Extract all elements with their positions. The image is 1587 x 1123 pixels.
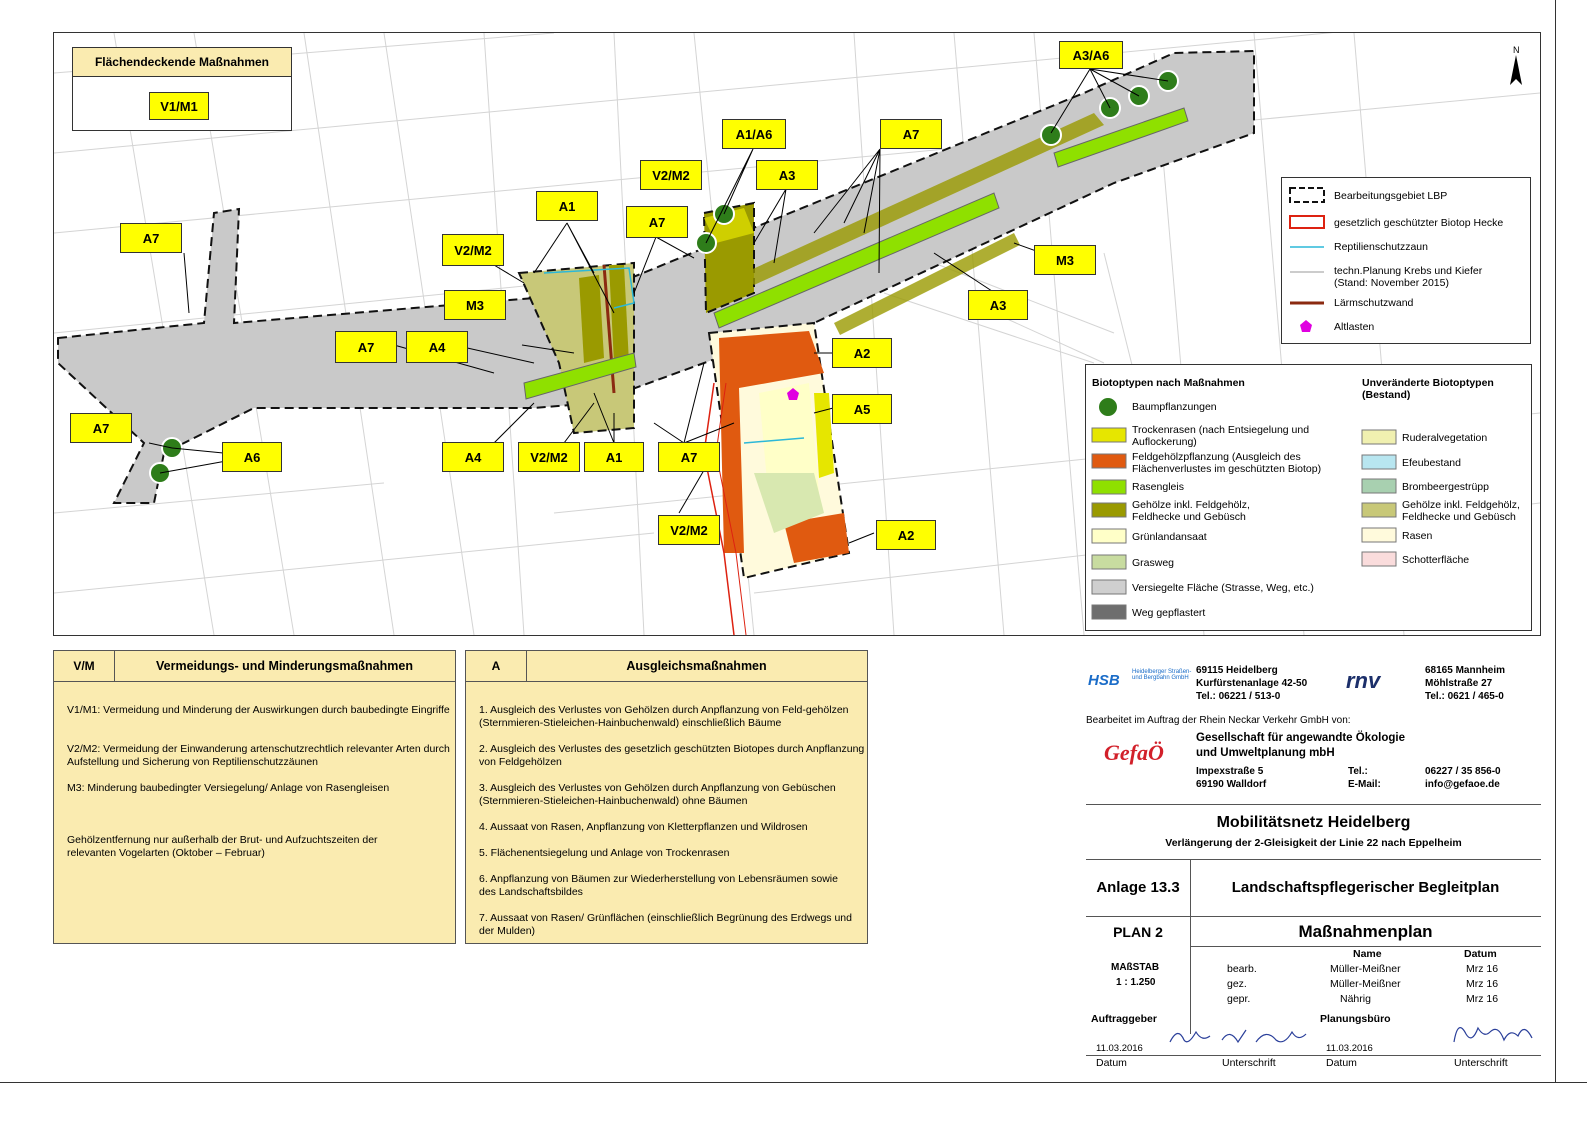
a-title: Ausgleichsmaßnahmen — [626, 659, 767, 673]
legend-schotter: Schotterfläche — [1402, 554, 1470, 566]
row-name-3: Nährig — [1340, 993, 1371, 1005]
signature-right-icon — [1448, 1014, 1538, 1050]
north-label: N — [1513, 45, 1520, 55]
vm-item-3: M3: Minderung baubedingter Versiegelung/ Anlage von Rasengleisen — [67, 782, 390, 794]
legend-biotop — [1085, 364, 1532, 631]
hsb-logo: HSB — [1088, 672, 1120, 689]
label-v2m2-bot2[interactable]: V2/M2 — [658, 515, 720, 545]
label-a7-top[interactable]: A7 — [880, 119, 942, 149]
row-date-3: Mrz 16 — [1466, 993, 1499, 1005]
plan-no: PLAN 2 — [1113, 924, 1163, 940]
a-panel — [465, 650, 868, 944]
legend-grasweg: Grasweg — [1132, 557, 1175, 569]
auftraggeber: Auftraggeber — [1091, 1013, 1157, 1025]
hsb-addr1: 69115 Heidelberg — [1196, 665, 1278, 676]
gefao-logo: GefaÖ — [1104, 740, 1164, 765]
map-frame[interactable] — [53, 32, 1541, 636]
page-border-right — [1555, 0, 1556, 1083]
label-a7-bl[interactable]: A7 — [70, 413, 132, 443]
tel-label: Tel.: — [1348, 766, 1368, 777]
gefao-email: info@gefaoe.de — [1425, 779, 1500, 790]
divider-3 — [1086, 916, 1541, 917]
label-a2-bot[interactable]: A2 — [876, 520, 936, 550]
a-item-2: 2. Ausgleich des Verlustes des gesetzlich geschützten Biotopes durch Anpflanzung von Feldgehölzen — [479, 743, 865, 768]
vm-header — [54, 651, 455, 682]
label-a3-right[interactable]: A3 — [968, 290, 1028, 320]
plan-name: Maßnahmenplan — [1298, 922, 1433, 941]
tree-3 — [1041, 125, 1061, 145]
a-code: A — [466, 651, 527, 681]
bearbeitet-text: Bearbeitet im Auftrag der Rhein Neckar Verkehr GmbH von: — [1086, 715, 1351, 726]
label-m3-right[interactable]: M3 — [1034, 245, 1096, 275]
unterschrift-left: Unterschrift — [1222, 1057, 1276, 1069]
tree-symbol-icon — [1098, 397, 1118, 417]
label-m3-left[interactable]: M3 — [444, 290, 506, 320]
a-header — [466, 651, 867, 682]
legend-ruderal: Ruderalvegetation — [1402, 432, 1488, 444]
overview-box — [72, 47, 292, 131]
rnv-logo: rnv — [1346, 668, 1381, 693]
label-a4-top[interactable]: A4 — [406, 331, 468, 363]
row-role-3: gepr. — [1227, 993, 1251, 1005]
legend-lines-symbols — [1282, 178, 1530, 343]
page-border-bottom — [0, 1082, 1587, 1083]
label-v2m2-top[interactable]: V2/M2 — [640, 160, 702, 190]
legend-brombeer: Brombeergestrüpp — [1402, 481, 1489, 493]
row-name-1: Müller-Meißner — [1330, 963, 1401, 975]
legend-rasengleis: Rasengleis — [1132, 481, 1184, 493]
massstab-label: MAßSTAB — [1111, 962, 1160, 973]
date-left: 11.03.2016 — [1096, 1043, 1143, 1054]
project-title: Mobilitätsnetz Heidelberg — [1216, 814, 1411, 831]
legend-hedge: gesetzlich geschützter Biotop Hecke — [1334, 217, 1504, 229]
signature-left-icon — [1166, 1022, 1316, 1050]
a-item-7: 7. Aussaat von Rasen/ Grünflächen (einschließlich Begrünung des Erdwegs und der Mulden) — [479, 912, 852, 937]
legend-feldgehoelz: Feldgehölzpflanzung (Ausgleich des Flächenverlustes im geschützten Biotop) — [1132, 451, 1322, 475]
datum-left: Datum — [1096, 1057, 1127, 1069]
vm-item-1: V1/M1: Vermeidung und Minderung der Auswirkungen durch baubedingte Eingriffe — [67, 704, 450, 716]
project-subtitle: Verlängerung der 2-Gleisigkeit der Linie 22 nach Eppelheim — [1165, 837, 1462, 849]
red-hedge-icon — [1290, 216, 1324, 228]
label-a4-bot[interactable]: A4 — [442, 442, 504, 472]
label-a2-top[interactable]: A2 — [832, 338, 892, 368]
label-a1a6[interactable]: A1/A6 — [722, 119, 786, 149]
label-v2m2-left[interactable]: V2/M2 — [442, 234, 504, 266]
rnv-addr1: 68165 Mannheim — [1425, 665, 1506, 676]
label-v2m2-bot[interactable]: V2/M2 — [518, 442, 580, 472]
unterschrift-right: Unterschrift — [1454, 1057, 1508, 1069]
vm-panel — [53, 650, 456, 944]
legend-versiegelt: Versiegelte Fläche (Strasse, Weg, etc.) — [1132, 582, 1314, 594]
gefao-street: Impexstraße 5 — [1196, 766, 1264, 777]
legend-fence: Reptilienschutzzaun — [1334, 241, 1428, 253]
vm-code: V/M — [54, 651, 115, 681]
legend-gruenland: Grünlandansaat — [1132, 531, 1207, 543]
north-arrow-icon — [1510, 55, 1522, 85]
label-a7-l2[interactable]: A7 — [335, 331, 397, 363]
hsb-tel: Tel.: 06221 / 513-0 — [1196, 691, 1281, 702]
a-item-1: 1. Ausgleich des Verlustes von Gehölzen durch Anpflanzung von Feld-gehölzen (Sternmieren-Stieleichen-Hainbuchenwald) einschließlich Bäume — [479, 704, 849, 729]
row-date-2: Mrz 16 — [1466, 978, 1499, 990]
divider-5 — [1086, 1055, 1541, 1056]
col-date: Datum — [1464, 948, 1497, 960]
label-a7-bot[interactable]: A7 — [658, 442, 720, 472]
gefao-city: 69190 Walldorf — [1196, 779, 1267, 790]
legend-rasen: Rasen — [1402, 530, 1433, 542]
a-item-5: 5. Flächenentsiegelung und Anlage von Trockenrasen — [479, 847, 730, 859]
legend-plan: techn.Planung Krebs und Kiefer (Stand: November 2015) — [1334, 265, 1483, 289]
datum-right: Datum — [1326, 1057, 1357, 1069]
legend-biotop-title-right: Unveränderte Biotoptypen (Bestand) — [1362, 377, 1494, 401]
gefao-tel: 06227 / 35 856-0 — [1425, 766, 1501, 777]
divider-1 — [1086, 804, 1541, 805]
label-a1-bot[interactable]: A1 — [584, 442, 644, 472]
legend-biotop-title-left: Biotoptypen nach Maßnahmen — [1092, 377, 1245, 389]
altlasten-icon — [1300, 320, 1312, 332]
row-name-2: Müller-Meißner — [1330, 978, 1401, 990]
gefao-name2: und Umweltplanung mbH — [1196, 747, 1335, 759]
label-v1m1[interactable]: V1/M1 — [149, 92, 209, 120]
vm-title: Vermeidungs- und Minderungsmaßnahmen — [156, 659, 413, 673]
legend-trockenrasen: Trockenrasen (nach Entsiegelung und Auflockerung) — [1132, 424, 1310, 448]
legend-gehoelze: Gehölze inkl. Feldgehölz, Feldhecke und Gebüsch — [1132, 499, 1250, 523]
row-role-1: bearb. — [1227, 963, 1257, 975]
legend-boundary: Bearbeitungsgebiet LBP — [1334, 190, 1448, 202]
hsb-addr2: Kurfürstenanlage 42-50 — [1196, 678, 1308, 689]
label-a7-mid[interactable]: A7 — [626, 206, 688, 238]
a-item-4: 4. Aussaat von Rasen, Anpflanzung von Kletterpflanzen und Wildrosen — [479, 821, 808, 833]
divider-4 — [1190, 946, 1541, 947]
planungsbuero: Planungsbüro — [1320, 1013, 1391, 1025]
rnv-addr2: Möhlstraße 27 — [1425, 678, 1493, 689]
label-a1-top[interactable]: A1 — [536, 191, 598, 221]
vm-item-2: V2/M2: Vermeidung der Einwanderung artenschutzrechtlich relevanter Arten durch Aufstellung und Sicherung von Reptilienschutzzäunen — [67, 743, 450, 768]
legend-gehoelze-bestand: Gehölze inkl. Feldgehölz, Feldhecke und Gebüsch — [1402, 499, 1520, 523]
legend-baum: Baumpflanzungen — [1132, 401, 1217, 413]
legend-lines — [1281, 177, 1531, 344]
label-a3a6[interactable]: A3/A6 — [1059, 41, 1123, 69]
email-label: E-Mail: — [1348, 779, 1381, 790]
vm-item-4: Gehölzentfernung nur außerhalb der Brut- und Aufzuchtszeiten der relevanten Vogelarten (Oktober – Februar) — [67, 834, 378, 859]
title-block — [1086, 654, 1541, 1070]
rnv-tel: Tel.: 0621 / 465-0 — [1425, 691, 1504, 702]
legend-altlasten: Altlasten — [1334, 321, 1375, 333]
dashed-boundary-icon — [1290, 188, 1324, 202]
massstab: 1 : 1.250 — [1116, 977, 1156, 988]
date-right: 11.03.2016 — [1326, 1043, 1373, 1054]
row-role-2: gez. — [1227, 978, 1247, 990]
hsb-sub: Heidelberger Straßen- und Bergbahn GmbH — [1132, 669, 1192, 681]
overview-title: Flächendeckende Maßnahmen — [73, 48, 291, 77]
label-a3-top[interactable]: A3 — [756, 160, 818, 190]
label-a6[interactable]: A6 — [222, 442, 282, 472]
legend-efeu: Efeubestand — [1402, 457, 1461, 469]
a-item-3: 3. Ausgleich des Verlustes von Gehölzen durch Anpflanzung von Gebüschen (Sternmieren-Stieleichen-Hainbuchenwald) ohne Bäumen — [479, 782, 836, 807]
legend-noise-wall: Lärmschutzwand — [1334, 297, 1414, 309]
label-a7-left[interactable]: A7 — [120, 223, 182, 253]
plan-title: Landschaftspflegerischer Begleitplan — [1231, 879, 1500, 896]
gefao-name1: Gesellschaft für angewandte Ökologie — [1196, 732, 1405, 744]
anlage: Anlage 13.3 — [1096, 879, 1180, 896]
legend-weg: Weg gepflastert — [1132, 607, 1206, 619]
divider-2 — [1086, 859, 1541, 860]
row-date-1: Mrz 16 — [1466, 963, 1499, 975]
label-a5[interactable]: A5 — [832, 394, 892, 424]
a-item-6: 6. Anpflanzung von Bäumen zur Wiederherstellung von Lebensräumen sowie des Landschaftsbildes — [479, 873, 838, 898]
col-name: Name — [1353, 948, 1382, 960]
